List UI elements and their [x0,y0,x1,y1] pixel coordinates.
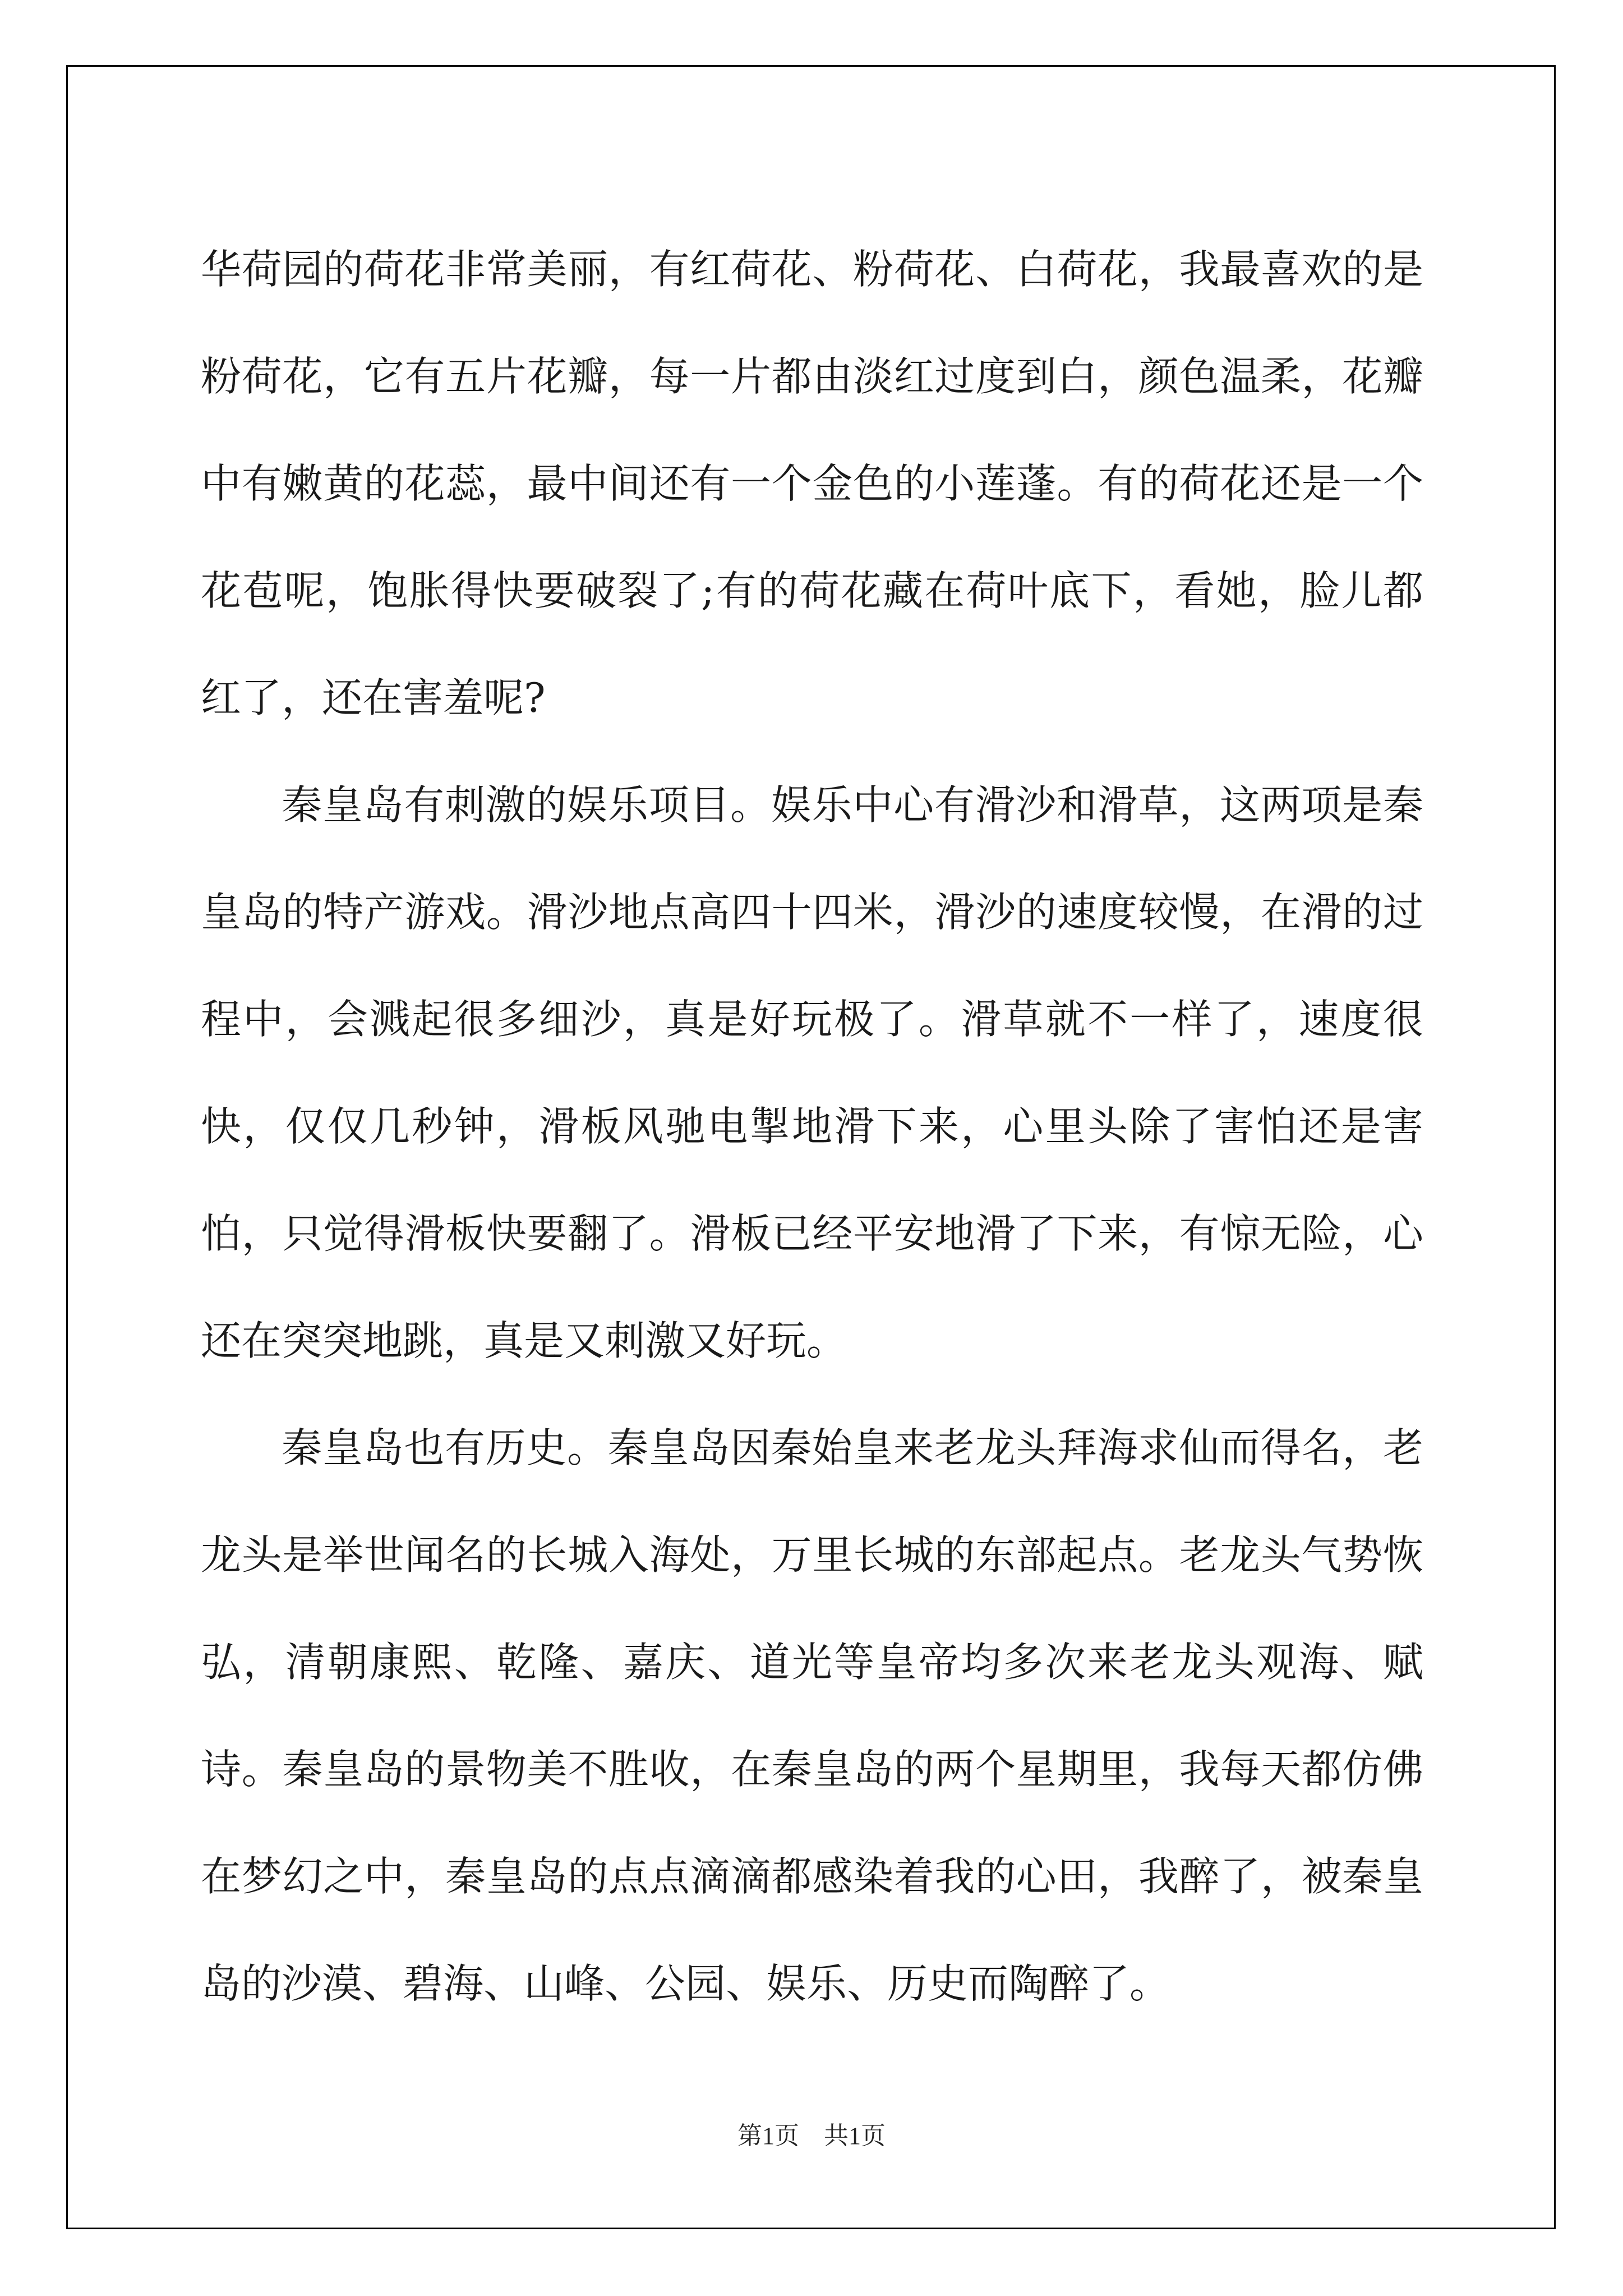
page-total: 共1页 [824,2122,886,2150]
document-body [201,216,1423,2037]
page-number: 第1页 [737,2122,799,2150]
paragraph-1: 华荷园的荷花非常美丽，有红荷花、粉荷花、白荷花，我最喜欢的是粉荷花，它有五片花瓣，每一片都由淡红过度到白，颜色温柔，花瓣中有嫩黄的花蕊，最中间还有一个金色的小莲蓬。有的荷花还是一个花苞呢，饱胀得快要破裂了;有的荷花藏在荷叶底下，看她，脸儿都红了，还在害羞呢? [201,246,1423,721]
paragraph-2: 秦皇岛有刺激的娱乐项目。娱乐中心有滑沙和滑草，这两项是秦皇岛的特产游戏。滑沙地点高四十四米，滑沙的速度较慢，在滑的过程中，会溅起很多细沙，真是好玩极了。滑草就不一样了，速度很快，仅仅几秒钟，滑板风驰电掣地滑下来，心里头除了害怕还是害怕，只觉得滑板快要翻了。滑板已经平安地滑了下来，有惊无险，心还在突突地跳，真是又刺激又好玩。 [201,781,1423,1364]
paragraph-3: 秦皇岛也有历史。秦皇岛因秦始皇来老龙头拜海求仙而得名，老龙头是举世闻名的长城入海处，万里长城的东部起点。老龙头气势恢弘，清朝康熙、乾隆、嘉庆、道光等皇帝均多次来老龙头观海、赋诗。秦皇岛的景物美不胜收，在秦皇岛的两个星期里，我每天都仿佛在梦幻之中，秦皇岛的点点滴滴都感染着我的心田，我醉了，被秦皇岛的沙漠、碧海、山峰、公园、娱乐、历史而陶醉了。 [201,1424,1423,2007]
page-footer [0,2119,1623,2153]
